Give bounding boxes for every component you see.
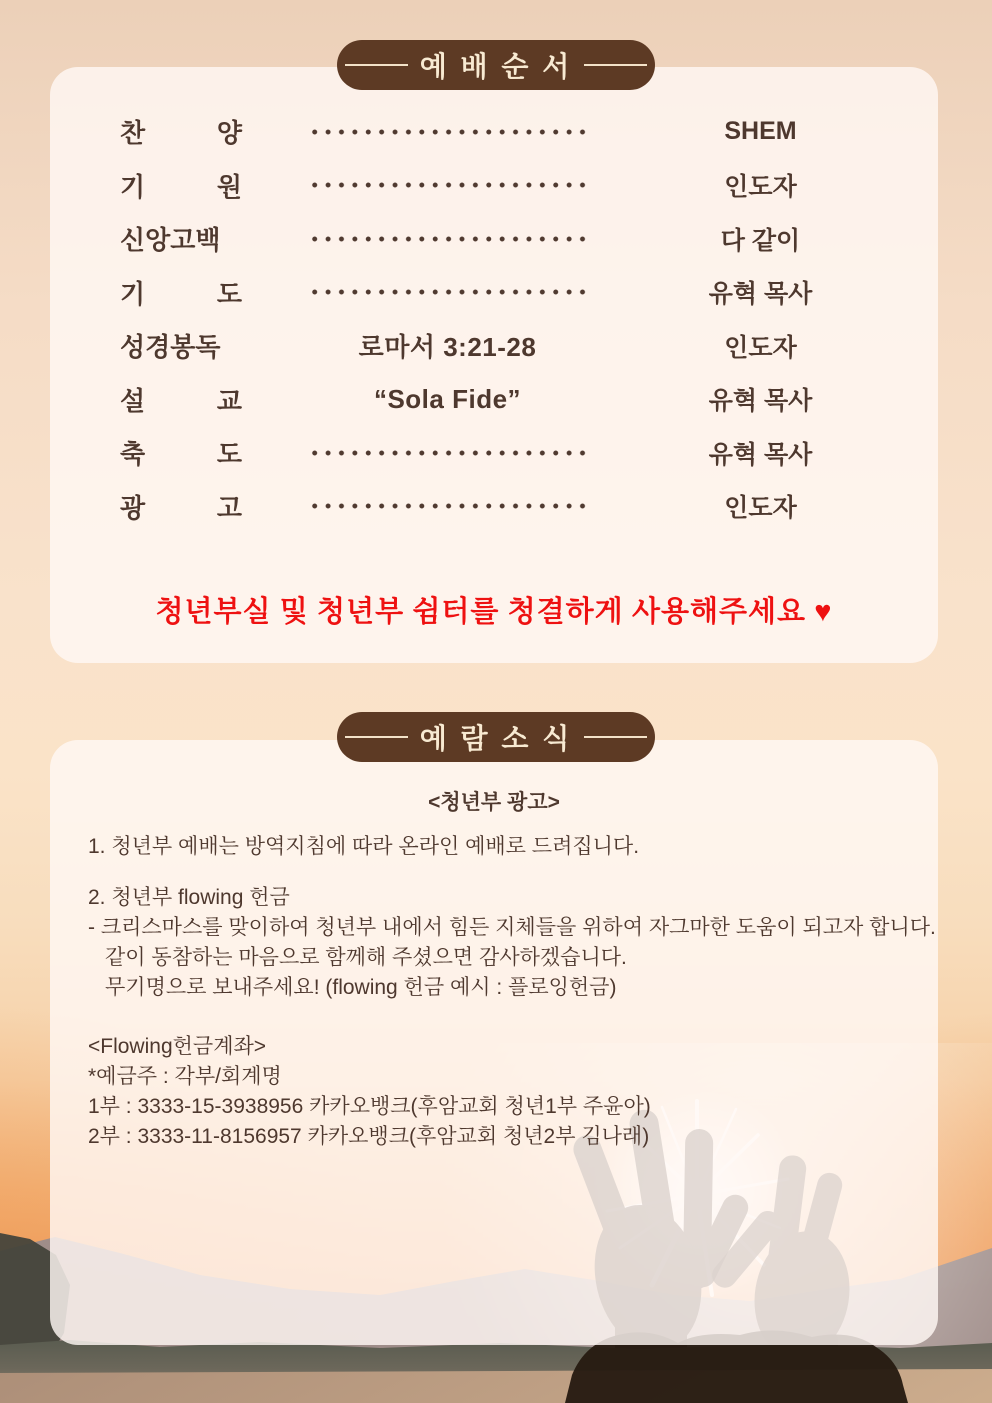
flowing-offering-title: 2. 청년부 flowing 헌금 [88,886,290,909]
worship-order-list [50,67,938,533]
badge-line-left [345,736,408,738]
worship-order-badge [337,40,655,90]
sermon-title: “Sola Fide” [373,383,522,414]
worship-row-sermon [120,373,868,427]
worship-order-badge-label: 예 배 순 서 [419,51,573,82]
worship-row-confession [120,212,868,266]
worship-item-label: 성경봉독 [120,332,221,363]
flowing-offering-line: 무기명으로 보내주세요! (flowing 헌금 예시 : 플로잉헌금) [105,976,617,999]
worship-item-label: 축 도 [120,439,242,470]
flowing-offering-line: 같이 동참하는 마음으로 함께해 주셨으면 감사하겠습니다. [105,946,627,969]
dotted-leader [308,181,593,189]
worship-row-praise [120,105,868,159]
worship-item-value: 유혁 목사 [708,387,813,416]
worship-row-announcements [120,480,868,534]
announcement-flowing-offering [88,883,936,1003]
account-holder: *예금주 : 각부/회계명 [88,1065,282,1088]
worship-item-value: 인도자 [724,173,797,202]
worship-item-label: 신앙고백 [120,225,221,256]
badge-line-right [584,64,647,66]
worship-item-value: 다 같이 [720,226,801,255]
worship-item-value: 유혁 목사 [708,440,813,469]
worship-item-value: 유혁 목사 [708,280,813,309]
news-section-title: <청년부 광고> [428,791,560,814]
worship-item-value: 인도자 [724,333,797,362]
news-badge [337,712,655,762]
worship-row-prayer [120,266,868,320]
dotted-leader [308,128,593,136]
worship-order-card [50,67,938,663]
announcement-online-worship: 1. 청년부 예배는 방역지침에 따라 온라인 예배로 드려집니다. [88,835,640,858]
account-number-2: 2부 : 3333-11-8156957 카카오뱅크(후암교회 청년2부 김나래) [88,1125,650,1148]
worship-item-label: 기 원 [120,171,242,202]
badge-line-left [345,64,408,66]
account-number-1: 1부 : 3333-15-3938956 카카오뱅크(후암교회 청년1부 주윤아) [88,1095,651,1118]
badge-line-right [584,736,647,738]
worship-item-label: 광 고 [120,492,242,523]
news-body [50,740,938,1152]
flowing-account-info [88,1032,900,1152]
worship-item-value: SHEM [724,117,797,146]
dotted-leader [308,449,593,457]
worship-item-label: 설 교 [120,385,242,416]
news-card [50,740,938,1345]
worship-row-scripture [120,319,868,373]
news-badge-label: 예 람 소 식 [419,723,573,754]
worship-item-label: 기 도 [120,278,242,309]
flowing-offering-line: - 크리스마스를 맞이하여 청년부 내에서 힘든 지체들을 위하여 자그마한 도움이 되고자 합니다. [88,916,936,939]
scripture-reference: 로마서 3:21-28 [358,332,537,363]
dotted-leader [308,288,593,296]
worship-item-value: 인도자 [724,494,797,523]
dotted-leader [308,235,593,243]
worship-row-benediction [120,426,868,480]
worship-item-label: 찬 양 [120,118,242,149]
worship-row-invocation [120,159,868,213]
cleanliness-notice: 청년부실 및 청년부 쉼터를 청결하게 사용해주세요 ♥ [155,596,833,628]
account-section-title: <Flowing헌금계좌> [88,1035,267,1058]
dotted-leader [308,502,593,510]
